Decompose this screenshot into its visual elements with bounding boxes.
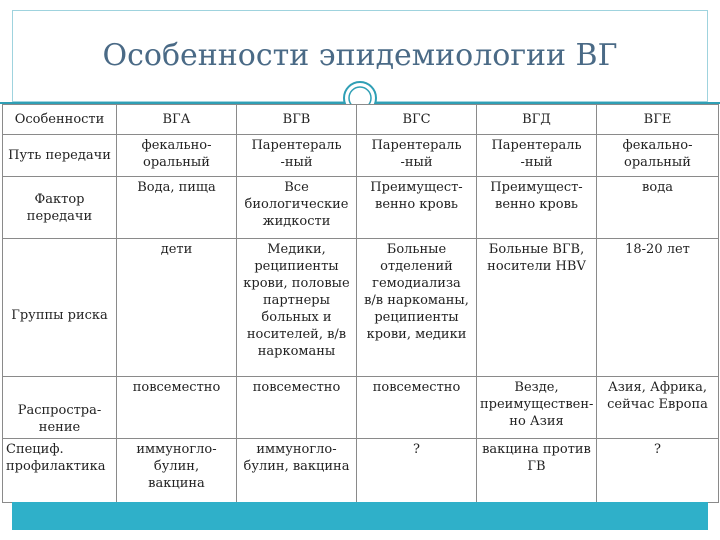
row-label: Фактор передачи xyxy=(3,177,117,239)
table-header-row xyxy=(3,105,719,135)
row-label: Путь передачи xyxy=(3,135,117,177)
table-row xyxy=(3,239,719,377)
table-cell: ? xyxy=(357,439,477,503)
header-cell: ВГВ xyxy=(237,105,357,135)
table-cell: фекально- оральный xyxy=(597,135,719,177)
table-row xyxy=(3,439,719,503)
table-cell: ? xyxy=(597,439,719,503)
table-cell: дети xyxy=(117,239,237,377)
table-cell: Везде, преимуществен- но Азия xyxy=(477,377,597,439)
row-label: Специф. профилактика xyxy=(3,439,117,503)
header-cell: ВГД xyxy=(477,105,597,135)
header-cell: ВГЕ xyxy=(597,105,719,135)
table-row xyxy=(3,377,719,439)
header-cell: ВГА xyxy=(117,105,237,135)
table-cell: Преимущест- венно кровь xyxy=(477,177,597,239)
table-cell: 18-20 лет xyxy=(597,239,719,377)
table-cell: Преимущест- венно кровь xyxy=(357,177,477,239)
table-cell: Больные ВГВ, носители HBV xyxy=(477,239,597,377)
table-cell: Парентераль -ный xyxy=(237,135,357,177)
table-cell: иммуноглo- булин, вакцина xyxy=(117,439,237,503)
table-cell: повсеместно xyxy=(237,377,357,439)
bottom-accent-bar xyxy=(12,502,708,530)
table-row xyxy=(3,177,719,239)
row-label: Распростра- нение xyxy=(3,377,117,439)
slide-title: Особенности эпидемиологии ВГ xyxy=(102,38,618,73)
table-cell: Вода, пища xyxy=(117,177,237,239)
table-cell: Парентераль -ный xyxy=(357,135,477,177)
table-cell: Медики, реципиенты крови, половые партнеры больных и носителей, в/в наркоманы xyxy=(237,239,357,377)
table-cell: Больные отделений гемодиализа в/в наркоманы, реципиенты крови, медики xyxy=(357,239,477,377)
table-cell: Парентераль -ный xyxy=(477,135,597,177)
epidemiology-table xyxy=(2,104,719,503)
table-cell: Азия, Африка, сейчас Европа xyxy=(597,377,719,439)
header-cell: Особенности xyxy=(3,105,117,135)
row-label: Группы риска xyxy=(3,239,117,377)
table-cell: повсеместно xyxy=(357,377,477,439)
table-cell: вакцина против ГВ xyxy=(477,439,597,503)
table-cell: вода xyxy=(597,177,719,239)
header-cell: ВГС xyxy=(357,105,477,135)
table-cell: повсеместно xyxy=(117,377,237,439)
table-row xyxy=(3,135,719,177)
table-cell: иммуноглo- булин, вакцина xyxy=(237,439,357,503)
table-cell: Все биологические жидкости xyxy=(237,177,357,239)
table-cell: фекально- оральный xyxy=(117,135,237,177)
